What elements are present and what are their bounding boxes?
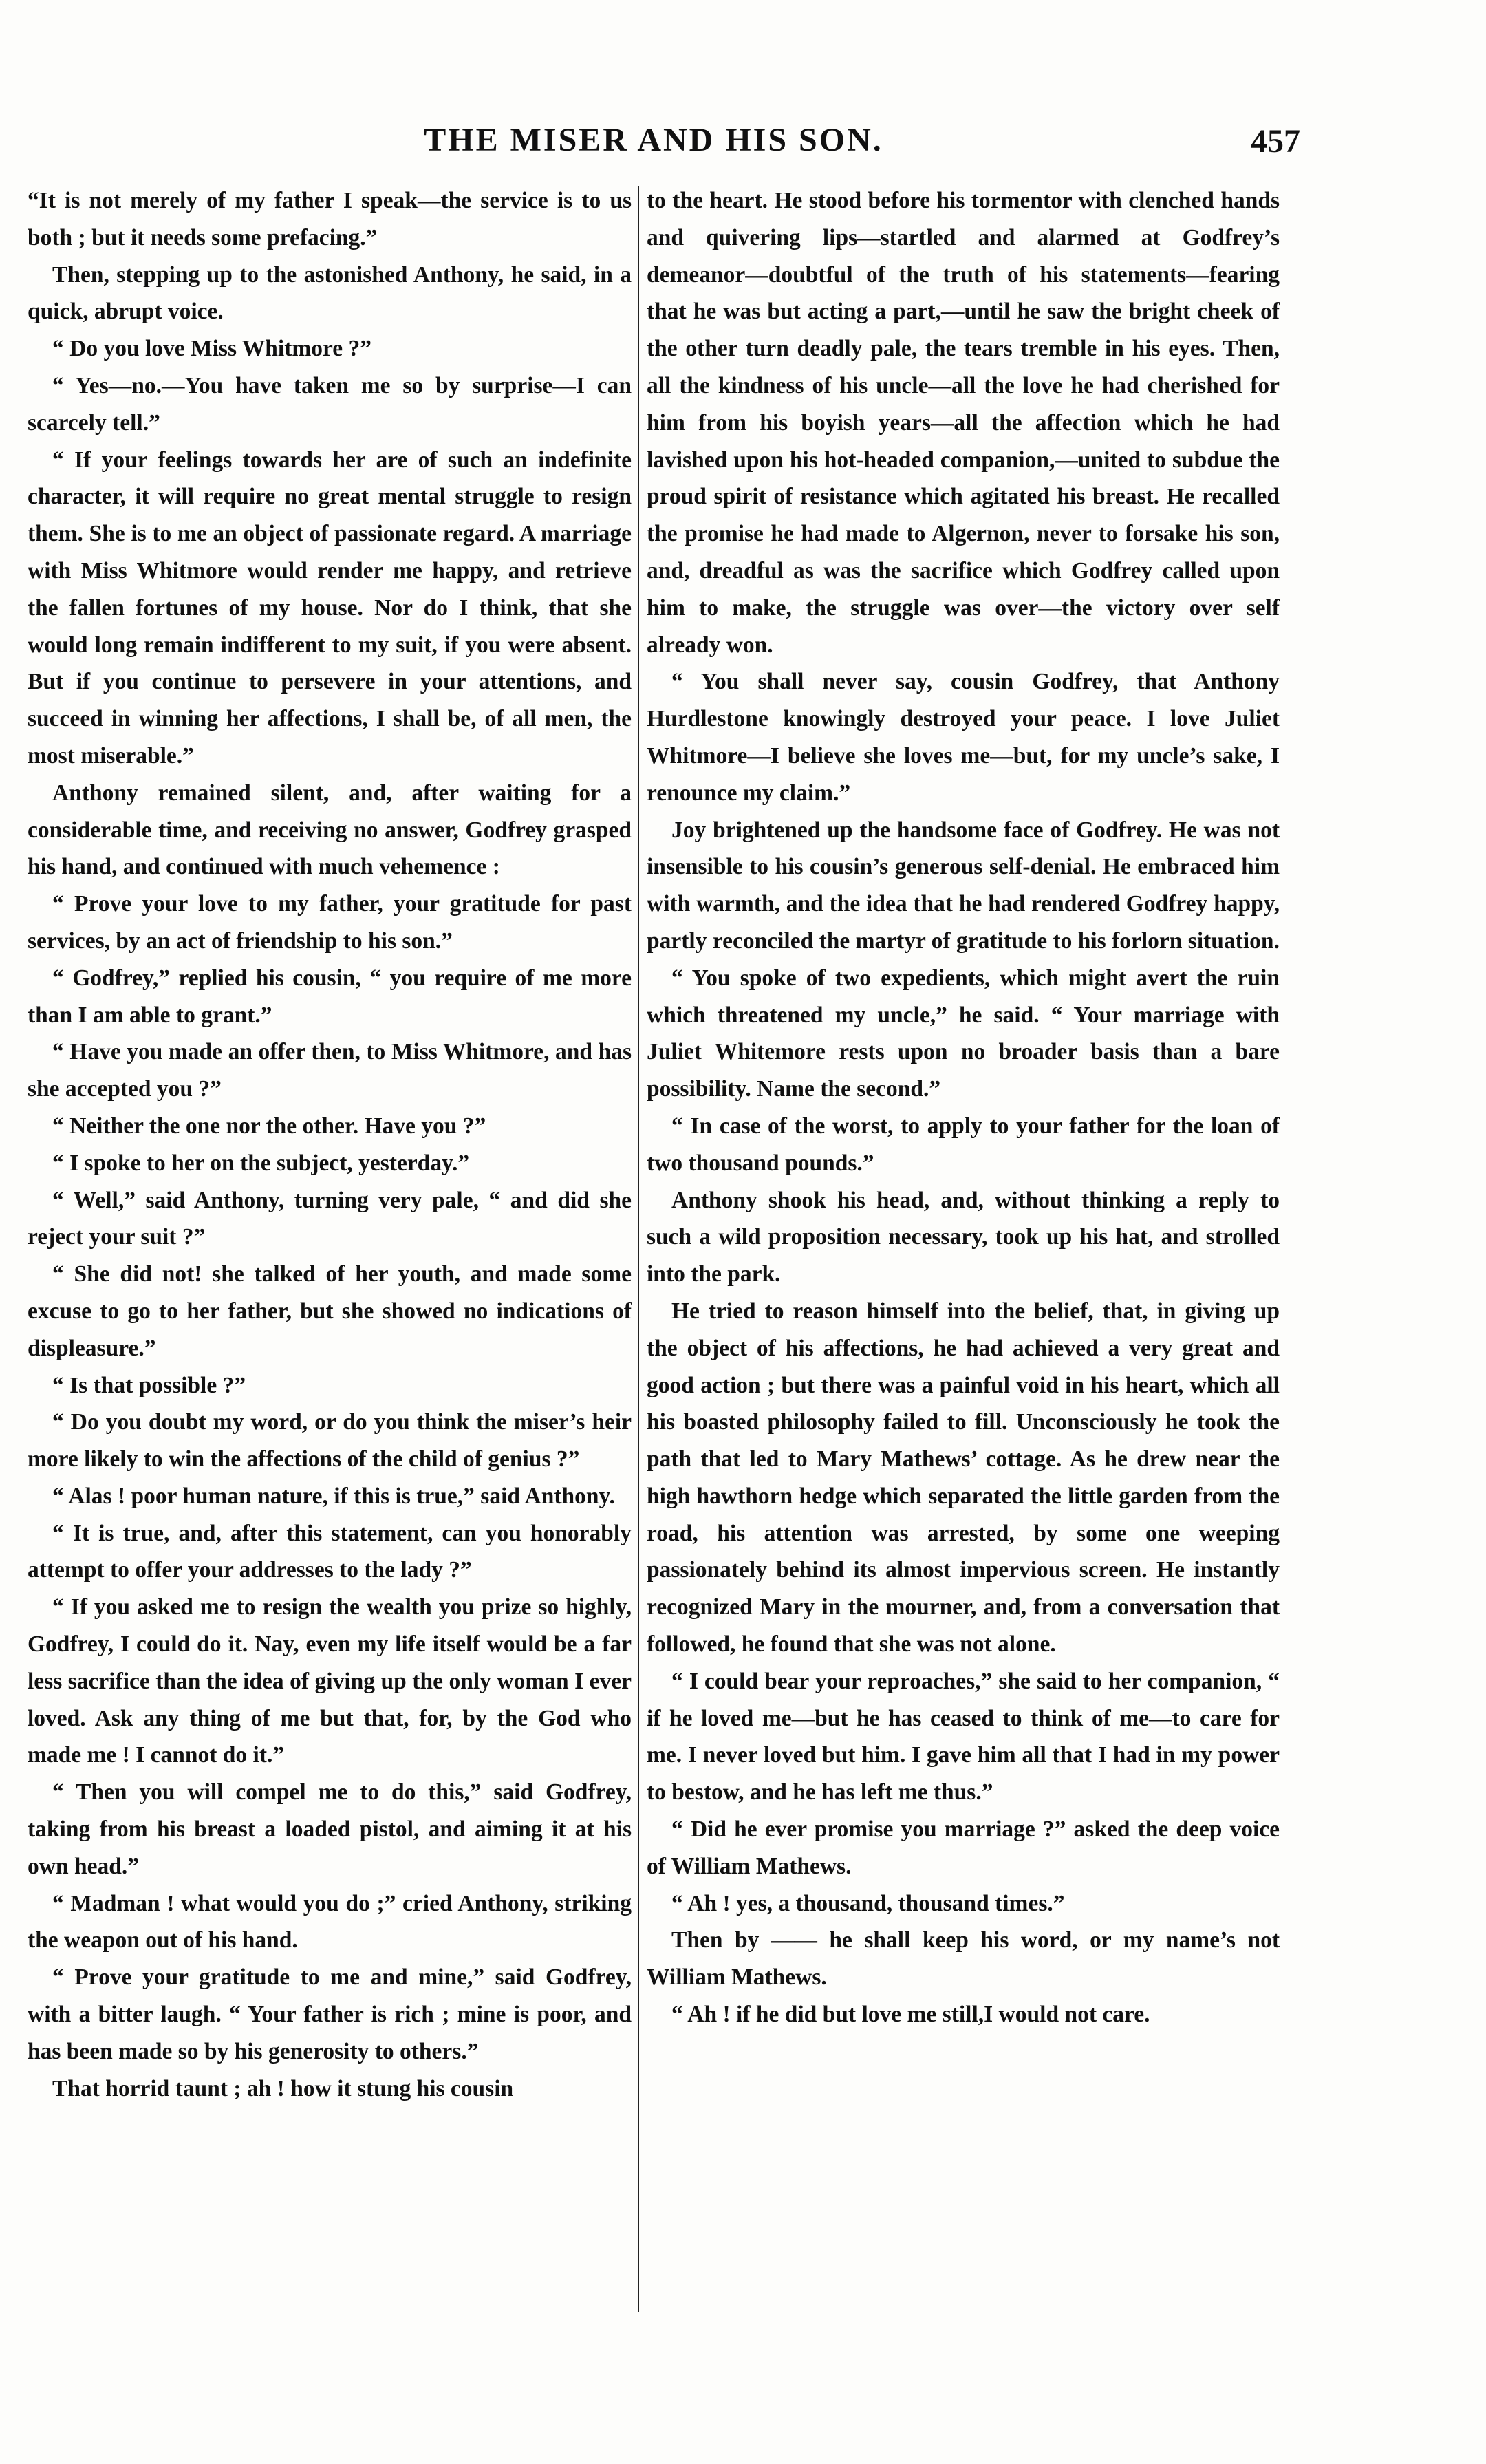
- paragraph: “ You shall never say, cousin Godfrey, that Anthony Hurdlestone knowingly destroyed your peace. I love Juliet Whitmore—I believe she loves me—but, for my uncle’s sake, I renounce my claim.”: [647, 669, 1280, 806]
- paragraph: Anthony shook his head, and, without thinking a reply to such a wild proposition necessary, took up his hat, and strolled into the park.: [647, 1187, 1280, 1287]
- paragraph: “ You spoke of two expedients, which might avert the ruin which threatened my uncle,” he said. “ Your marriage with Juliet Whitemore rests upon no broader basis than a bare possibility. Name the second.”: [647, 965, 1280, 1102]
- paragraph: “ Do you love Miss Whitmore ?”: [52, 336, 372, 362]
- running-head: [0, 116, 1486, 171]
- paragraph: “ Well,” said Anthony, turning very pale, “ and did she reject your suit ?”: [28, 1187, 632, 1250]
- paragraph: Anthony remained silent, and, after waiting for a considerable time, and receiving no answer, Godfrey grasped his hand, and continued with much vehemence :: [28, 780, 632, 880]
- page-number: 457: [1251, 123, 1300, 160]
- paragraph: “ Neither the one nor the other. Have you ?”: [52, 1113, 486, 1139]
- paragraph: “ Prove your love to my father, your gratitude for past services, by an act of friendship to his son.”: [28, 891, 632, 954]
- paragraph: “ Ah ! if he did but love me still,I would not care.: [671, 2002, 1150, 2028]
- paragraph: “ Madman ! what would you do ;” cried Anthony, striking the weapon out of his hand.: [28, 1890, 632, 1953]
- paragraph: Then, stepping up to the astonished Anthony, he said, in a quick, abrupt voice.: [28, 261, 632, 325]
- paragraph: “ I spoke to her on the subject, yesterday.”: [52, 1150, 470, 1176]
- paragraph: “ Do you doubt my word, or do you think the miser’s heir more likely to win the affections of the child of genius ?”: [28, 1409, 632, 1472]
- column-rule: [638, 186, 639, 2312]
- paragraph: “ Then you will compel me to do this,” said Godfrey, taking from his breast a loaded pistol, and aiming it at his own head.”: [28, 1779, 632, 1879]
- paragraph: “ Godfrey,” replied his cousin, “ you require of me more than I am able to grant.”: [28, 965, 632, 1028]
- paragraph: “ In case of the worst, to apply to your father for the loan of two thousand pounds.”: [647, 1113, 1280, 1176]
- paragraph: “ I could bear your reproaches,” she said to her companion, “ if he loved me—but he has ceased to think of me—to care for me. I never loved but him. I gave him all that I had in my power to bestow, and he has left me thus.”: [647, 1668, 1280, 1806]
- paragraph: “ Prove your gratitude to me and mine,” said Godfrey, with a bitter laugh. “ Your father is rich ; mine is poor, and has been made so by his generosity to others.”: [28, 1964, 632, 2064]
- paragraph: He tried to reason himself into the belief, that, in giving up the object of his affections, he had achieved a very great and good action ; but there was a painful void in his heart, which all his boasted philosophy failed to fill. Unconsciously he took the path that led to Mary Mathews’ cottage. As he drew near the high hawthorn hedge which separated the little garden from the road, his attention was arrested, by some one weeping passionately behind its almost impervious screen. He instantly recognized Mary in the mourner, and, from a conversation that followed, he found that she was not alone.: [647, 1298, 1280, 1658]
- paragraph: “ Is that possible ?”: [52, 1372, 246, 1398]
- paragraph: “ Ah ! yes, a thousand, thousand times.”: [671, 1890, 1065, 1916]
- paragraph: “ She did not! she talked of her youth, and made some excuse to go to her father, but she showed no indications of displeasure.”: [28, 1261, 632, 1361]
- paragraph: “ Yes—no.—You have taken me so by surprise—I can scarcely tell.”: [28, 372, 632, 436]
- paragraph: Then by —— he shall keep his word, or my name’s not William Mathews.: [647, 1927, 1280, 1991]
- paragraph: “ Did he ever promise you marriage ?” asked the deep voice of William Mathews.: [647, 1817, 1280, 1879]
- paragraph: “ If your feelings towards her are of such an indefinite character, it will require no great mental struggle to resign them. She is to me an object of passionate regard. A marriage with Miss Whitmore would render me happy, and retrieve the fallen fortunes of my house. Nor do I think, that she would long remain indifferent to my suit, if you were absent. But if you continue to persevere in your attentions, and succeed in winning her affections, I shall be, of all men, the most miserable.”: [28, 447, 632, 769]
- paragraph: “ It is true, and, after this statement, can you honorably attempt to offer your addresses to the lady ?”: [28, 1520, 632, 1583]
- paragraph: Joy brightened up the handsome face of Godfrey. He was not insensible to his cousin’s generous self-denial. He embraced him with warmth, and the idea that he had rendered Godfrey happy, partly reconciled the martyr of gratitude to his forlorn situation.: [647, 817, 1280, 954]
- paragraph: “ If you asked me to resign the wealth you prize so highly, Godfrey, I could do it. Nay, even my life itself would be a far less sacrifice than the idea of giving up the only woman I ever loved. Ask any thing of me but that, for, by the God who made me ! I cannot do it.”: [28, 1594, 632, 1768]
- paragraph: “ Have you made an offer then, to Miss Whitmore, and has she accepted you ?”: [28, 1039, 632, 1102]
- paragraph: “It is not merely of my father I speak—the service is to us both ; but it needs some prefacing.”: [28, 188, 632, 250]
- paragraph: to the heart. He stood before his tormentor with clenched hands and quivering lips—startled and alarmed at Godfrey’s demeanor—doubtful of the truth of his statements—fearing that he was but acting a part,—until he saw the bright cheek of the other turn deadly pale, the tears tremble in his eyes. Then, all the kindness of his uncle—all the love he had cherished for him from his boyish years—all the affection which he had lavished upon his hot-headed companion,—united to subdue the proud spirit of resistance which agitated his breast. He recalled the promise he had made to Algernon, never to forsake his son, and, dreadful as was the sacrifice which Godfrey called upon him to make, the struggle was over—the victory over self already won.: [647, 188, 1280, 658]
- left-column: [28, 182, 632, 2412]
- running-title: THE MISER AND HIS SON.: [424, 122, 883, 158]
- right-column: [647, 182, 1280, 2412]
- paragraph: That horrid taunt ; ah ! how it stung his cousin: [52, 2075, 514, 2101]
- paragraph: “ Alas ! poor human nature, if this is true,” said Anthony.: [52, 1483, 615, 1509]
